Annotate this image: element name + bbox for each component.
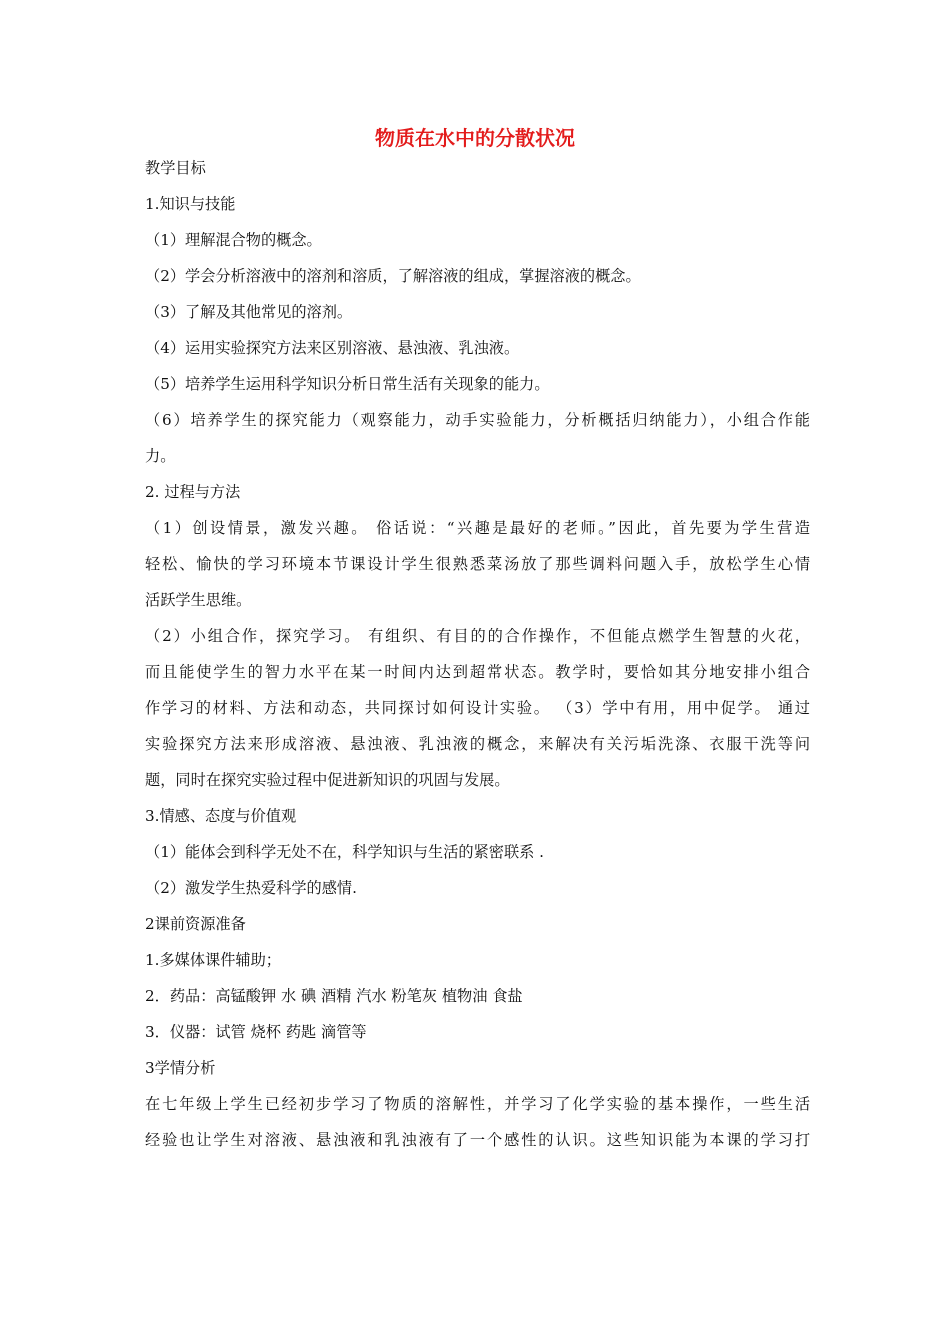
text-line: 3．仪器：试管 烧杯 药匙 滴管等 [145,1023,367,1041]
text-line: （2）激发学生热爱科学的感情. [145,879,357,897]
text-line: 作学习的材料、方法和动态，共同探讨如何设计实验。 （3）学中有用，用中促学。 通过 [145,699,810,717]
text-line: （1）能体会到科学无处不在，科学知识与生活的紧密联系 . [145,843,545,861]
subsection-heading: 1.知识与技能 [145,195,236,213]
text-line: （1）创设情景，激发兴趣。 俗话说：“兴趣是最好的老师。”因此，首先要为学生营造 [145,519,810,537]
text-line: 轻松、愉快的学习环境本节课设计学生很熟悉菜汤放了那些调料问题入手，放松学生心情 [145,555,810,573]
section-heading: 2课前资源准备 [145,915,246,933]
text-line: （2）学会分析溶液中的溶剂和溶质，了解溶液的组成，掌握溶液的概念。 [145,267,641,285]
text-line: 2．药品：高锰酸钾 水 碘 酒精 汽水 粉笔灰 植物油 食盐 [145,987,523,1005]
subsection-heading: 3.情感、态度与价值观 [145,807,297,825]
subsection-heading: 2. 过程与方法 [145,483,241,501]
text-line: 实验探究方法来形成溶液、悬浊液、乳浊液的概念，来解决有关污垢洗涤、衣服干洗等问 [145,735,810,753]
text-line: 在七年级上学生已经初步学习了物质的溶解性，并学习了化学实验的基本操作，一些生活 [145,1095,810,1113]
text-line: 力。 [145,447,176,465]
text-line: 经验也让学生对溶液、悬浊液和乳浊液有了一个感性的认识。这些知识能为本课的学习打 [145,1131,810,1149]
text-line: 1.多媒体课件辅助； [145,951,281,969]
text-line: （3）了解及其他常见的溶剂。 [145,303,353,321]
text-line: 活跃学生思维。 [145,591,252,609]
text-line: 题，同时在探究实验过程中促进新知识的巩固与发展。 [145,771,510,789]
text-line: （2）小组合作，探究学习。 有组织、有目的的合作操作，不但能点燃学生智慧的火花， [145,627,810,645]
text-line: （5）培养学生运用科学知识分析日常生活有关现象的能力。 [145,375,550,393]
section-heading: 3学情分析 [145,1059,216,1077]
text-line: （1）理解混合物的概念。 [145,231,322,249]
document-body [145,150,810,1158]
text-line: （4）运用实验探究方法来区别溶液、悬浊液、乳浊液。 [145,339,520,357]
text-line: （6）培养学生的探究能力（观察能力，动手实验能力，分析概括归纳能力），小组合作能 [145,411,810,429]
section-heading: 教学目标 [145,159,206,177]
text-line: 而且能使学生的智力水平在某一时间内达到超常状态。教学时，要恰如其分地安排小组合 [145,663,810,681]
document-title: 物质在水中的分散状况 [375,126,575,150]
